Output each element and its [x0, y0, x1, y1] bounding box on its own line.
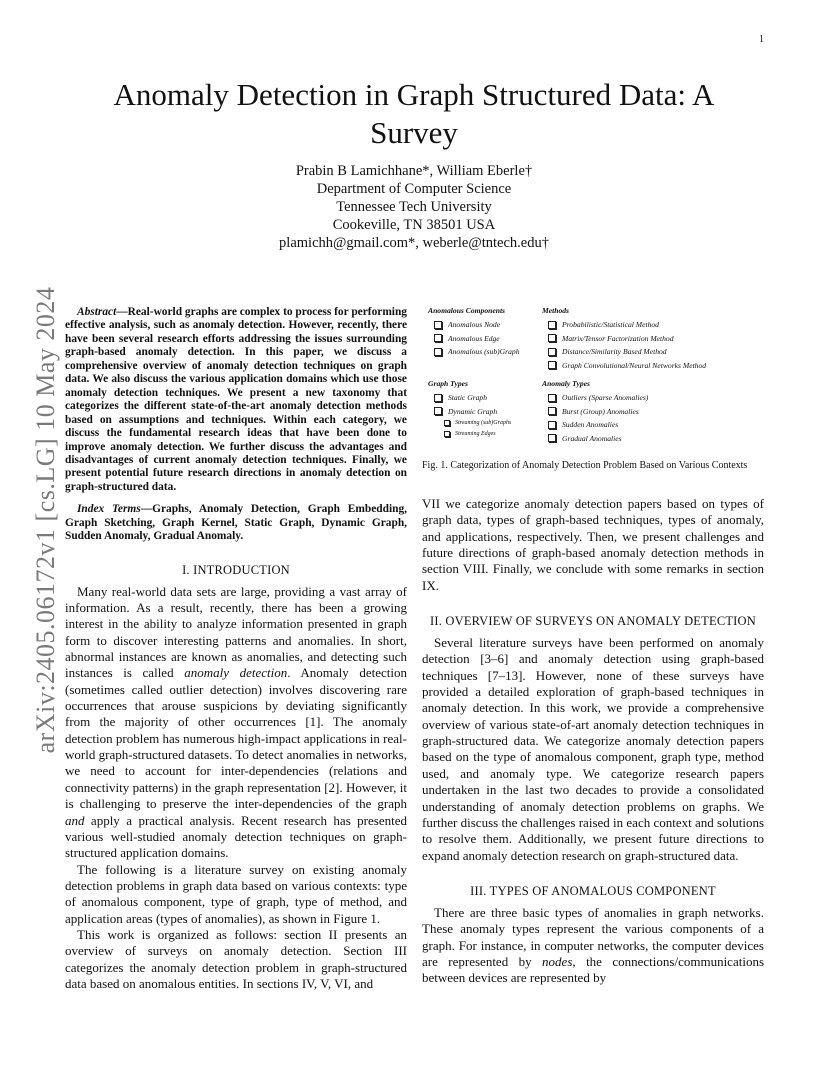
left-column	[65, 306, 407, 992]
figure-item	[548, 320, 706, 329]
intro-paragraph-3-continued: VII we categorize anomaly detection papers based on types of graph data, types of graph-based techniques, types of anomaly, and applications, respectively. Then, we present challenges and future directions of graph-based anomaly detection methods in section VIII. Finally, we conclude with some remarks in section IX.	[422, 496, 764, 593]
checkbox-icon	[548, 348, 556, 356]
checkbox-icon	[444, 431, 450, 437]
section-3-emphasis: nodes	[542, 953, 573, 969]
index-terms-text: —Graphs, Anomaly Detection, Graph Embedding, Graph Sketching, Graph Kernel, Static Graph, Dynamic Graph, Sudden Anomaly, Gradual Anomaly.	[65, 503, 407, 543]
figure-sub-item	[444, 431, 511, 437]
figure-item-label: Graph Convolutional/Neural Networks Method	[562, 360, 707, 370]
figure-item	[548, 434, 648, 443]
checkbox-icon	[548, 407, 556, 415]
checkbox-icon	[434, 407, 442, 415]
intro-paragraph-2: The following is a literature survey on existing anomaly detection problems in graph data based on various contexts: type of anomalous component, type of graph, type of method, and application areas (types of anomalies), as shown in Figure 1.	[65, 861, 407, 926]
figure-group-title: Graph Types	[428, 379, 469, 388]
arxiv-identifier-stamp: arXiv:2405.06172v1 [cs.LG] 10 May 2024	[31, 286, 60, 754]
figure-item-label: Static Graph	[448, 393, 488, 402]
author-university: Tennessee Tech University	[336, 199, 492, 215]
figure-item	[434, 347, 520, 356]
abstract-text: —Real-world graphs are complex to process for performing effective analysis, such as anomaly detection. However, recently, there have been several research efforts addressing the issues surrounding graph-based anomaly detection. In this paper, we discuss a comprehensive overview of anomaly detection techniques on graph data. We also discuss the various application domains which use those anomaly detection techniques. We present a new taxonomy that categorizes the different state-of-the-art anomaly detection methods based on assumptions and techniques. Within each category, we discuss the fundamental research ideas that have been done to improve anomaly detection. We further discuss the advantages and disadvantages of current anomaly detection techniques. Finally, we present potential future research directions in anomaly detection on graph-structured data.	[65, 306, 407, 493]
checkbox-icon	[434, 334, 442, 342]
figure-group-methods	[542, 306, 706, 374]
intro-paragraph-1	[65, 584, 407, 862]
figure-sub-item	[444, 420, 511, 426]
figure-group-title: Anomalous Components	[428, 306, 506, 315]
intro-p1-emphasis-1: anomaly detection	[184, 665, 288, 681]
checkbox-icon	[444, 420, 450, 426]
intro-p1-text-b: . Anomaly detection (sometimes called outlier detection) involves discovering rare occurrences that arouse suspicions by deviating significantly from the majority of other occurrences [1]. The anomaly detection problem has numerous high-impact applications in real-world graph-structured datasets. To detect anomalies in networks, we need to account for inter-dependencies (relations and connectivity patterns) in the graph representation [2]. However, it is challenging to preserve the inter-dependencies of the graph	[65, 665, 407, 812]
intro-p1-text-c: apply a practical analysis. Recent research has presented various well-studied anomaly detection techniques on graph-structured application domains.	[65, 812, 407, 861]
intro-paragraph-3: This work is organized as follows: section II presents an overview of surveys on anomaly detection. Section III categorizes the anomaly detection problem in graph-structured data based on anomalous entities. In sections IV, V, VI, and	[65, 926, 407, 991]
checkbox-icon	[434, 394, 442, 402]
figure-item	[434, 407, 511, 416]
index-terms	[65, 503, 407, 543]
figure-item	[548, 334, 706, 343]
author-block	[170, 162, 658, 252]
figure-item-label: Distance/Similarity Based Method	[562, 347, 667, 357]
abstract	[65, 306, 407, 494]
figure-group-anomalous-components	[428, 306, 520, 361]
section-heading-introduction: I. INTRODUCTION	[182, 562, 290, 577]
checkbox-icon	[548, 361, 556, 369]
author-location: Cookeville, TN 38501 USA	[332, 217, 496, 233]
section-heading-overview-of-surveys: II. OVERVIEW OF SURVEYS ON ANOMALY DETECTION	[429, 614, 757, 629]
figure-item	[548, 347, 706, 356]
figure-item	[548, 361, 706, 370]
figure-group-title: Anomaly Types	[542, 379, 591, 388]
figure-group-anomaly-types	[542, 379, 648, 447]
figure-group-title: Methods	[542, 306, 570, 315]
figure-item-label: Probabilistic/Statistical Method	[562, 320, 659, 329]
figure-1-taxonomy	[422, 306, 764, 442]
figure-item-label: Anomalous (sub)Graph	[448, 347, 520, 357]
figure-item-label: Anomalous Edge	[448, 333, 500, 343]
figure-item-label: Sudden Anomalies	[562, 420, 619, 430]
figure-item	[434, 334, 520, 343]
abstract-label: Abstract	[77, 306, 117, 318]
checkbox-icon	[548, 434, 556, 442]
section-3-text-a: There are three basic types of anomalies in graph networks. These anomaly types represent the various components of a graph. For instance, in computer networks, the computer devices are represented by	[422, 904, 764, 969]
author-names: Prabin B Lamichhane*, William Eberle†	[295, 163, 533, 179]
figure-1-caption: Fig. 1. Categorization of Anomaly Detection Problem Based on Various Contexts	[422, 460, 748, 471]
author-department: Department of Computer Science	[316, 181, 512, 197]
intro-p1-text-a: Many real-world data sets are large, providing a vast array of information. As a result, recently, there has been a growing interest in the ability to analyze information presented in graph form to discover interesting patterns and anomalies. In short, abnormal instances are known as anomalies, and detecting such instances is called	[65, 583, 407, 681]
figure-item	[548, 420, 648, 429]
figure-item-label: Matrix/Tensor Factorization Method	[562, 333, 674, 343]
page-number: 1	[759, 34, 764, 45]
figure-item	[548, 393, 648, 402]
section-2-paragraph: Several literature surveys have been performed on anomaly detection [3–6] and anomaly detection using graph-based techniques [7–13]. However, none of these surveys have provided a detailed exploration of graph-based techniques in anomaly detection. In this work, we provide a comprehensive overview of various state-of-art anomaly detection techniques in graph-structured data. We categorize anomaly detection papers based on the type of anomalous component, graph type, method used, and anomaly type. We categorize research papers undertaken in the last two decades to provide a consolidated understanding of anomaly detection problems on graphs. We further discuss the challenges raised in each context and solutions to resolve them. Additionally, we present future directions to expand anomaly detection research on graph-structured data.	[422, 635, 764, 863]
figure-item	[434, 393, 511, 402]
section-3-text-b: , the connections/communications between devices are represented by	[422, 953, 764, 986]
section-heading-types-of-anomalous-component: III. TYPES OF ANOMALOUS COMPONENT	[470, 883, 716, 898]
checkbox-icon	[548, 394, 556, 402]
checkbox-icon	[434, 321, 442, 329]
figure-item-label: Gradual Anomalies	[562, 433, 622, 443]
figure-item	[434, 320, 520, 329]
section-3-paragraph	[422, 905, 764, 987]
figure-group-graph-types	[428, 379, 511, 442]
author-emails: plamichh@gmail.com*, weberle@tntech.edu†	[279, 235, 549, 251]
checkbox-icon	[548, 321, 556, 329]
figure-item-label: Outliers (Sparse Anomalies)	[562, 393, 649, 402]
figure-item-label: Burst (Group) Anomalies	[562, 406, 639, 416]
figure-item-label: Streaming (sub)Graphs	[455, 420, 512, 427]
intro-p1-emphasis-2: and	[65, 812, 85, 828]
figure-item-label: Anomalous Node	[448, 320, 501, 329]
right-column	[422, 306, 764, 987]
figure-item-label: Streaming Edges	[455, 431, 496, 438]
checkbox-icon	[434, 348, 442, 356]
paper-title: Anomaly Detection in Graph Structured Data: A Survey	[113, 77, 715, 150]
checkbox-icon	[548, 334, 556, 342]
index-terms-label: Index Terms	[77, 503, 141, 516]
figure-item	[548, 407, 648, 416]
figure-item-label: Dynamic Graph	[448, 406, 498, 416]
checkbox-icon	[548, 421, 556, 429]
